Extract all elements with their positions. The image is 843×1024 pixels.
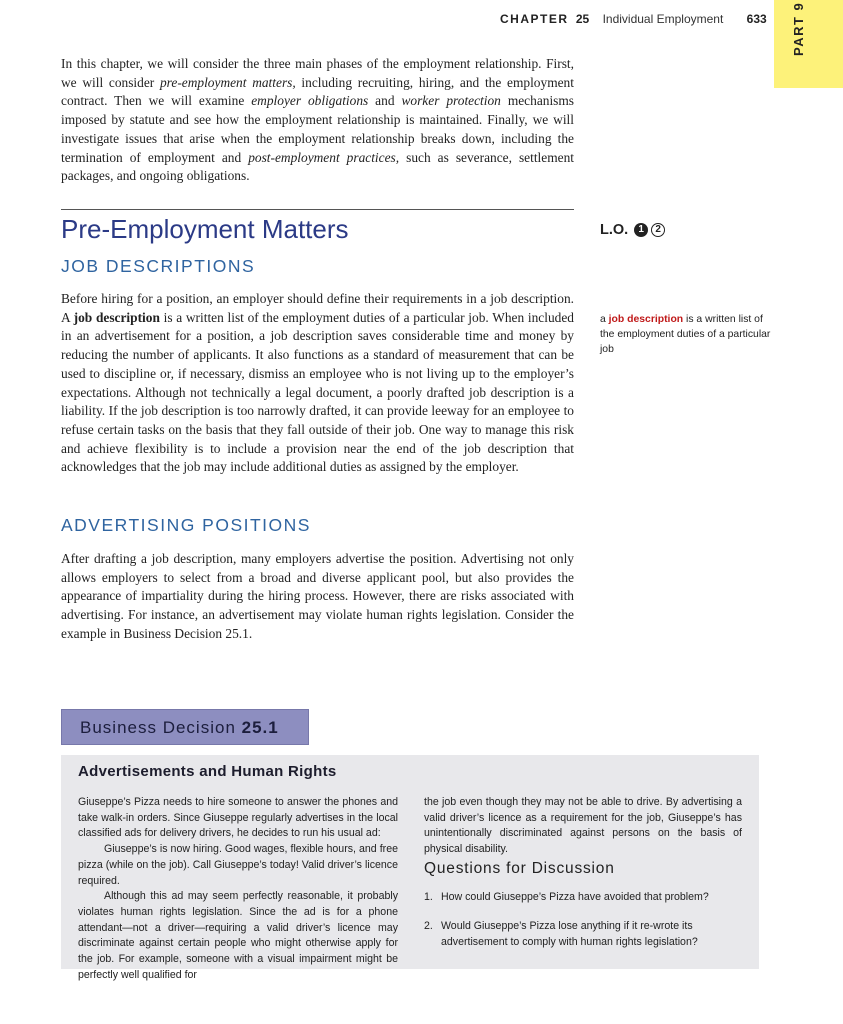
body-text: Before hiring for a position, an employer should define their requirements in a job description. A xyxy=(61,291,574,325)
intro-text: mechanisms imposed by statute and see how the employment relationship is maintained. Finally, we will investigate issues that arise when the employment relationship breaks down, including the termination of employment and xyxy=(61,93,575,165)
intro-paragraph xyxy=(61,55,574,186)
ad-text: Giuseppe’s is now hiring. Good wages, flexible hours, and free pizza (while on the job). Call Giuseppe’s today! Valid driver’s licence required. xyxy=(78,843,398,887)
advertising-paragraph: After drafting a job description, many employers advertise the position. Advertising not only allows employers to select from a broad and diverse applicant pool, but also provides the appearance of impartiality during the hiring process. However, there are risks associated with advertising. For instance, an advertisement may violate human rights legislation. Consider the example in Business Decision 25.1. xyxy=(61,551,574,641)
question-text: How could Giuseppe’s Pizza have avoided that problem? xyxy=(441,891,709,903)
definition-text: a xyxy=(600,314,609,325)
job-descriptions-paragraph xyxy=(61,290,574,477)
section-divider xyxy=(61,209,574,210)
business-decision-right-column: the job even though they may not be able to drive. By advertising a valid driver’s licence as a requirement for the job, Giuseppe’s has unintentionally discriminated against persons on the basis of physical disability. xyxy=(424,796,742,856)
lo-badge-2: 2 xyxy=(651,223,665,237)
business-decision-label: Business Decision xyxy=(80,718,236,737)
body-text: is a written list of the employment duties of a particular job. When included in an advertisement for a position, a job description saves considerable time and money by reducing the number of applicants. It also functions as a standard of measurement that can be used to discipline or, if necessary, dismiss an employee who is not living up to the employer’s expectations. Although not technically a legal document, a poorly drafted job description is a liability. If the job description is too narrowly drafted, it can provide leeway for an employee to refuse certain tasks on the basis that they fall outside of their job. One way to manage this risk and achieve flexibility is to include a provision near the end of the job description that acknowledges that the job may include additional duties as assigned by the employer. xyxy=(61,309,574,475)
intro-text: and xyxy=(368,93,402,109)
case-paragraph: Although this ad may seem perfectly reasonable, it probably violates human rights legislation. Since the ad is for a phone attendant—not a driver—requiring a valid driver’s licence may discriminate against certain people who might otherwise apply for the job. For example, someone with a visual impairment might be perfectly well qualified for xyxy=(78,890,398,981)
definition-term: job description xyxy=(608,314,684,325)
question-item xyxy=(424,890,742,906)
question-number: 1. xyxy=(424,891,433,903)
running-header xyxy=(500,12,767,26)
intro-text: In this chapter, we will consider the three main phases of the employment relationship. First, we will consider xyxy=(61,56,574,90)
questions-heading: Questions for Discussion xyxy=(424,860,615,877)
chapter-number: 25 xyxy=(575,12,590,26)
definition-text: is a written list of the employment duties of a particular job xyxy=(600,314,771,355)
case-paragraph: Giuseppe’s Pizza needs to hire someone to answer the phones and take walk-in orders. Since Giuseppe regularly advertises in the local classified ads for delivery drivers, he decides to run his usual ad: xyxy=(78,796,398,840)
margin-definition xyxy=(600,312,775,357)
intro-emphasis: pre-employment matters, xyxy=(159,74,296,90)
key-term: job description xyxy=(73,309,160,325)
business-decision-title: Advertisements and Human Rights xyxy=(78,763,337,780)
business-decision-number: 25.1 xyxy=(241,718,279,737)
question-item xyxy=(424,919,742,950)
intro-text: including recruiting, hiring, and the employment contract. Then we will examine xyxy=(61,74,574,109)
learning-objectives xyxy=(600,222,665,238)
intro-emphasis: post-employment practices, xyxy=(248,149,400,165)
question-text: Would Giuseppe’s Pizza lose anything if it re-wrote its advertisement to comply with human rights legislation? xyxy=(441,920,698,948)
business-decision-left-column xyxy=(78,795,398,983)
part-tab xyxy=(774,0,843,88)
advertising-heading: ADVERTISING POSITIONS xyxy=(61,515,311,535)
part-label: PART 9 xyxy=(791,1,806,56)
section-title: Pre-Employment Matters xyxy=(61,214,349,244)
question-number: 2. xyxy=(424,920,433,932)
lo-badge-1: 1 xyxy=(634,223,648,237)
intro-emphasis: employer obligations xyxy=(251,93,369,109)
business-decision-tab xyxy=(61,709,309,745)
job-descriptions-heading: JOB DESCRIPTIONS xyxy=(61,256,256,276)
page-number: 633 xyxy=(746,12,767,26)
lo-label: L.O. xyxy=(600,222,629,238)
intro-emphasis: worker protection xyxy=(401,93,501,109)
intro-text: such as severance, settlement packages, and ongoing obligations. xyxy=(61,149,574,184)
chapter-label: CHAPTER xyxy=(500,12,569,26)
chapter-title: Individual Employment xyxy=(602,12,724,26)
